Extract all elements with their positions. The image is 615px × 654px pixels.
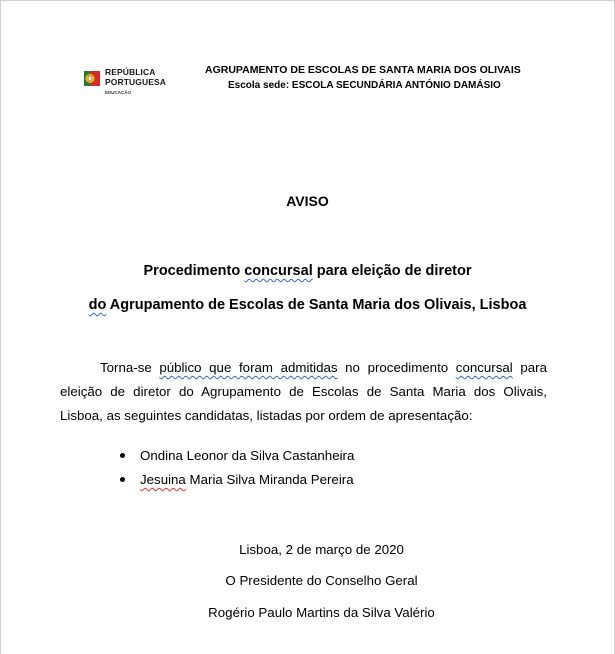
body-text: Torna-se — [100, 360, 160, 375]
notice-subtitle-line1 — [0, 263, 615, 279]
signature-place-date: Lisboa, 2 de março de 2020 — [239, 542, 404, 557]
subtitle-line2-text: Agrupamento de Escolas de Santa Maria dos Olivais, Lisboa — [106, 297, 527, 313]
bullet-icon — [120, 453, 125, 458]
candidate-name — [140, 468, 354, 492]
candidate-name: Ondina Leonor da Silva Castanheira — [140, 448, 355, 463]
logo-educacao-text: EDUCAÇÃO — [105, 90, 132, 95]
body-line-3: Lisboa, as seguintes candidatas, listadas por ordem de apresentação: — [60, 408, 473, 423]
subtitle-line2-spellcheck-word: do — [88, 297, 107, 313]
subtitle-text-a: Procedimento — [143, 263, 245, 279]
candidate-name-rest: Maria Silva Miranda Pereira — [185, 472, 354, 487]
notice-body-paragraph — [60, 356, 547, 428]
page-border-top — [0, 0, 615, 1]
body-text: no procedimento — [337, 360, 456, 375]
school-group-title: AGRUPAMENTO DE ESCOLAS DE SANTA MARIA DOS OLIVAIS — [205, 64, 521, 76]
subtitle-text-c: para eleição de diretor — [312, 263, 472, 279]
page-border-left — [0, 0, 1, 654]
bullet-icon — [120, 477, 125, 482]
portuguese-coat-of-arms-icon — [84, 68, 100, 90]
logo-republica-text: REPÚBLICA — [105, 67, 156, 77]
notice-title: AVISO — [286, 193, 329, 209]
republica-portuguesa-logo — [84, 65, 174, 99]
body-line-2: eleição de diretor do Agrupamento de Escolas de Santa Maria dos Olivais, — [60, 384, 547, 399]
signature-name: Rogério Paulo Martins da Silva Valério — [208, 605, 435, 620]
subtitle-spellcheck-word: concursal — [244, 263, 313, 279]
logo-portuguesa-text: PORTUGUESA — [105, 77, 166, 87]
head-school-line: Escola sede: ESCOLA SECUNDÁRIA ANTÓNIO DAMÁSIO — [228, 80, 501, 91]
candidate-spellcheck-word: Jesuina — [140, 472, 186, 487]
signature-role: O Presidente do Conselho Geral — [225, 573, 418, 588]
body-line-1 — [60, 356, 547, 380]
body-spellcheck-word: concursal — [455, 360, 513, 375]
body-grammar-flag: público que foram admitidas — [159, 360, 338, 375]
body-text: para — [512, 360, 547, 375]
notice-subtitle-line2 — [0, 297, 615, 313]
